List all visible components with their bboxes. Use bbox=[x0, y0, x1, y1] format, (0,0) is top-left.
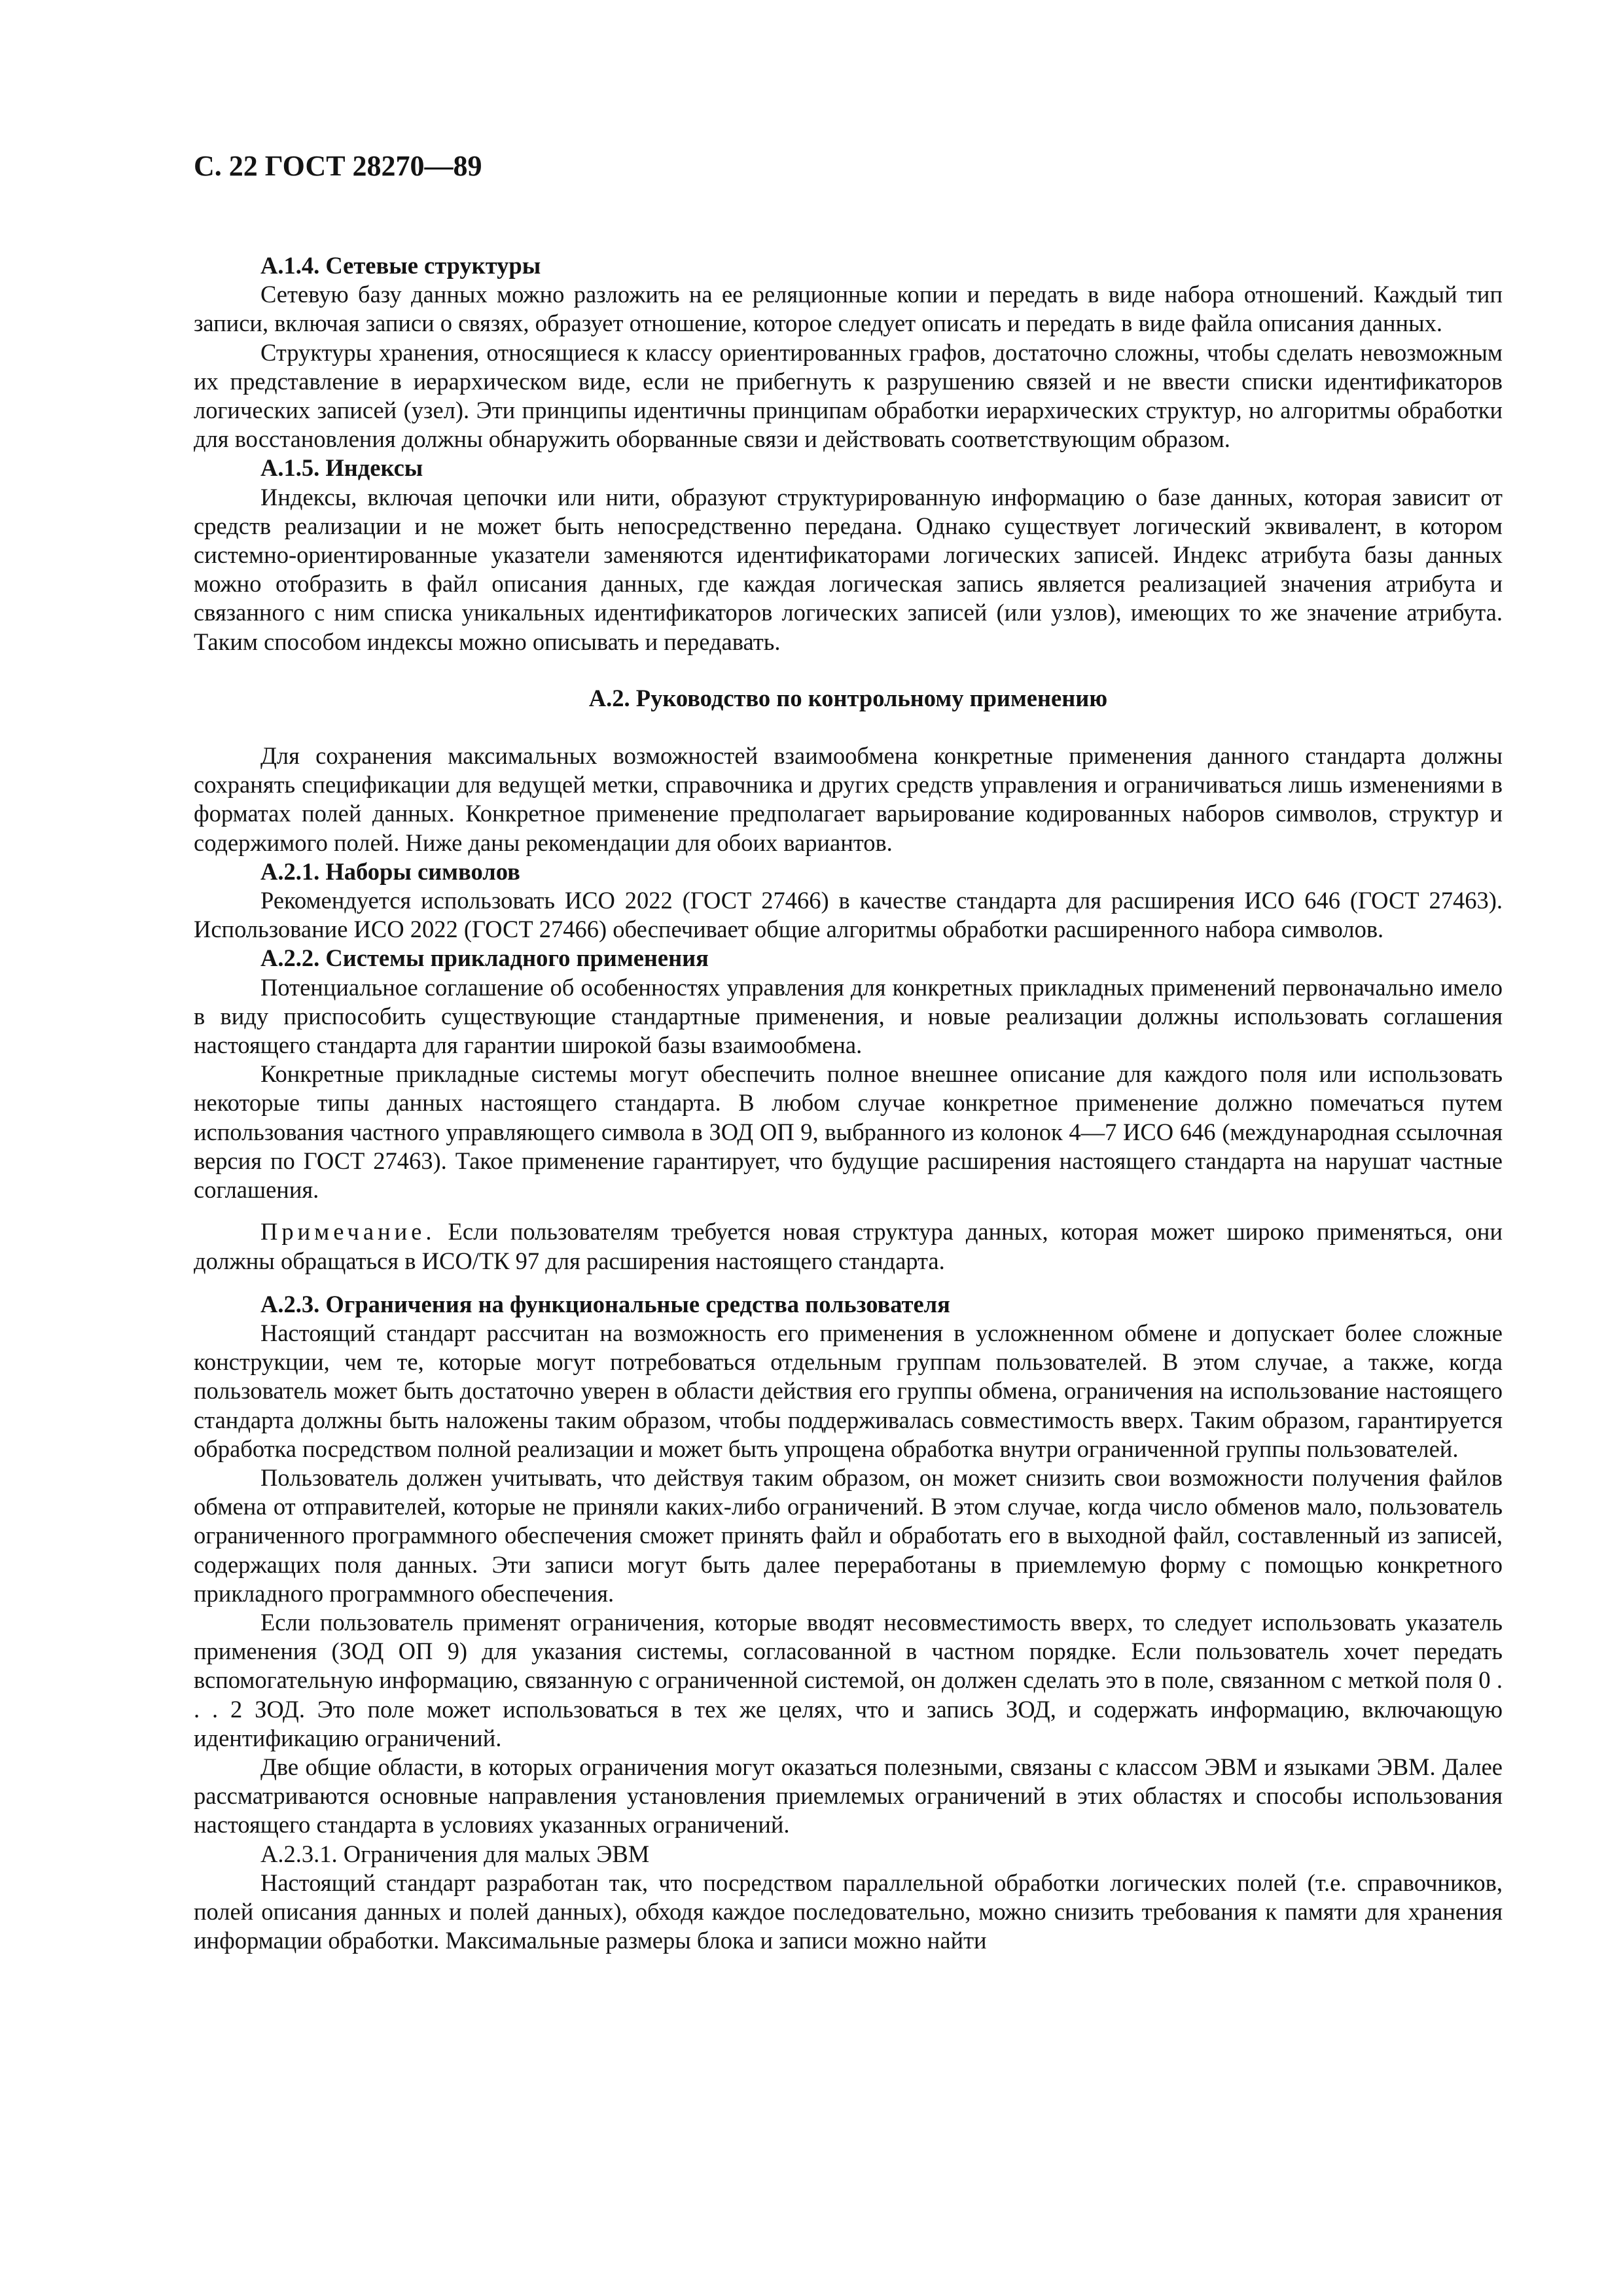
paragraph: Настоящий стандарт рассчитан на возможность его применения в усложненном обмене и допускает более сложные конструкции, чем те, которые могут потребоваться отдельным группам пользователей. В этом случае, а также, когда пользователь может быть достаточно уверен в области действия его группы обмена, ограничения на использование настоящего стандарта должны быть наложены таким образом, чтобы поддерживалась совместимость вверх. Таким образом, гарантируется обработка посредством полной реализации и может быть упрощена обработка внутри ограниченной группы пользователей. bbox=[194, 1319, 1503, 1462]
paragraph: Две общие области, в которых ограничения могут оказаться полезными, связаны с классом ЭВМ и языками ЭВМ. Далее рассматриваются основные направления установления приемлемых ограничений в этих областях и способы использования настоящего стандарта в условиях указанных ограничений. bbox=[194, 1753, 1503, 1839]
paragraph: Структуры хранения, относящиеся к классу ориентированных графов, достаточно сложны, чтобы сделать невозможным их представление в иерархическом виде, если не прибегнуть к разрушению связей и не ввести списки идентификаторов логических записей (узел). Эти принципы идентичны принципам обработки иерархических структур, но алгоритмы обработки для восстановления должны обнаружить оборванные связи и действовать соответствующим образом. bbox=[194, 338, 1503, 453]
paragraph: Настоящий стандарт разработан так, что посредством параллельной обработки логических полей (т.е. справочников, полей описания данных и полей данных), обходя каждое последовательно, можно снизить требования к памяти для хранения информации обработки. Максимальные размеры блока и записи можно найти bbox=[194, 1869, 1503, 1954]
note-text: Если пользователям требуется новая структура данных, которая может широко применяться, они должны обращаться в ИСО/ТК 97 для расширения настоящего стандарта. bbox=[194, 1218, 1503, 1274]
section-heading-a23: А.2.3. Ограничения на функциональные средства пользователя bbox=[260, 1290, 950, 1318]
section-heading-a22: А.2.2. Системы прикладного применения bbox=[260, 944, 709, 972]
paragraph: Потенциальное соглашение об особенностях управления для конкретных прикладных применений первоначально имело в виду приспособить существующие стандартные применения, и новые реализации должны использовать соглашения настоящего стандарта для гарантии широкой базы взаимообмена. bbox=[194, 973, 1503, 1059]
paragraph: Пользователь должен учитывать, что действуя таким образом, он может снизить свои возможности получения файлов обмена от отправителей, которые не приняли каких-либо ограничений. В этом случае, когда число обменов мало, пользователь ограниченного программного обеспечения сможет принять файл и обработать его в выходной файл, составленный из записей, содержащих поля данных. Эти записи могут быть далее переработаны в приемлемую форму с помощью конкретного прикладного программного обеспечения. bbox=[194, 1463, 1503, 1607]
paragraph: Если пользователь применят ограничения, которые вводят несовместимость вверх, то следует использовать указатель применения (ЗОД ОП 9) для указания системы, согласованной в частном порядке. Если пользователь хочет передать вспомогательную информацию, связанную с ограниченной системой, он должен сделать это в поле, связанном с меткой поля 0 . . . 2 ЗОД. Это поле может использоваться в тех же целях, что и запись ЗОД, и содержать информацию, включающую идентификацию ограничений. bbox=[194, 1608, 1503, 1751]
section-heading-a2: А.2. Руководство по контрольному применению bbox=[588, 684, 1108, 711]
note-label: Примечание. bbox=[260, 1218, 436, 1246]
section-heading-a15: А.1.5. Индексы bbox=[260, 454, 423, 482]
section-heading-a231: А.2.3.1. Ограничения для малых ЭВМ bbox=[260, 1840, 650, 1867]
running-head: С. 22 ГОСТ 28270—89 bbox=[194, 150, 482, 182]
paragraph: Индексы, включая цепочки или нити, образуют структурированную информацию о базе данных, которая зависит от средств реализации и не может быть непосредственно передана. Однако существует логический эквивалент, в котором системно-ориентированные указатели заменяются идентификаторами логических записей. Индекс атрибута базы данных можно отобразить в файл описания данных, где каждая логическая запись является реализацией значения атрибута и связанного с ним списка уникальных идентификаторов логических записей (или узлов), имеющих то же значение атрибута. Таким способом индексы можно описывать и передавать. bbox=[194, 483, 1503, 655]
paragraph: Рекомендуется использовать ИСО 2022 (ГОСТ 27466) в качестве стандарта для расширения ИСО 646 (ГОСТ 27463). Использование ИСО 2022 (ГОСТ 27466) обеспечивает общие алгоритмы обработки расширенного набора символов. bbox=[194, 887, 1503, 943]
paragraph: Конкретные прикладные системы могут обеспечить полное внешнее описание для каждого поля или использовать некоторые типы данных настоящего стандарта. В любом случае конкретное применение должно помечаться путем использования частного управляющего символа в ЗОД ОП 9, выбранного из колонок 4—7 ИСО 646 (международная ссылочная версия по ГОСТ 27463). Такое применение гарантирует, что будущие расширения настоящего стандарта на нарушат частные соглашения. bbox=[194, 1060, 1503, 1204]
section-heading-a21: А.2.1. Наборы символов bbox=[260, 857, 520, 885]
document-page bbox=[194, 152, 1503, 1955]
note bbox=[194, 1217, 1503, 1275]
document-body bbox=[194, 251, 1503, 1955]
paragraph: Сетевую базу данных можно разложить на ее реляционные копии и передать в виде набора отношений. Каждый тип записи, включая записи о связях, образует отношение, которое следует описать и передать в виде файла описания данных. bbox=[194, 281, 1503, 337]
section-heading-a14: А.1.4. Сетевые структуры bbox=[260, 252, 541, 279]
paragraph: Для сохранения максимальных возможностей взаимообмена конкретные применения данного стандарта должны сохранять спецификации для ведущей метки, справочника и других средств управления и ограничиваться лишь изменениями в форматах полей данных. Конкретное применение предполагает варьирование кодированных наборов символов, структур и содержимого полей. Ниже даны рекомендации для обоих вариантов. bbox=[194, 742, 1503, 856]
